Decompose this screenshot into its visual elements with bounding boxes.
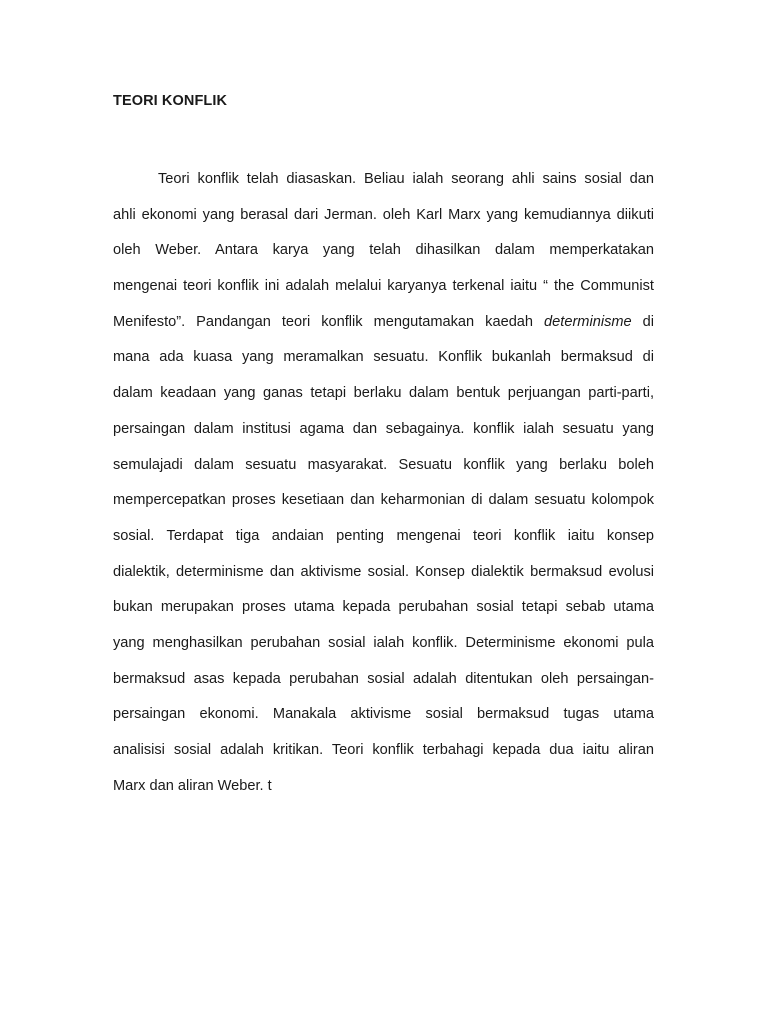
paragraph-line: yang menghasilkan perubahan sosial ialah konflik. Determinisme ekonomi pula [113,634,654,651]
paragraph-line: persaingan dalam institusi agama dan sebagainya. konflik ialah sesuatu yang [113,420,654,437]
paragraph-line: analisisi sosial adalah kritikan. Teori konflik terbahagi kepada dua iaitu aliran [113,742,654,758]
paragraph-line: bermaksud asas kepada perubahan sosial adalah ditentukan oleh persaingan- [113,670,654,687]
paragraph-line: mengenai teori konflik ini adalah melalui karyanya terkenal iaitu “ the Communist [113,278,654,295]
line-text: Menifesto”. Pandangan teori konflik mengutamakan kaedah [113,313,545,330]
paragraph-line: oleh Weber. Antara karya yang telah dihasilkan dalam memperkatakan [113,242,654,259]
paragraph-line: mempercepatkan proses kesetiaan dan keharmonian di dalam sesuatu kolompok [113,492,654,509]
paragraph-line: dalam keadaan yang ganas tetapi berlaku dalam bentuk perjuangan parti-parti, [113,385,654,402]
paragraph-line: semulajadi dalam sesuatu masyarakat. Sesuatu konflik yang berlaku boleh [113,456,654,473]
line-text: di [631,313,654,330]
paragraph-line: sosial. Terdapat tiga andaian penting mengenai teori konflik iaitu konsep [113,527,654,544]
paragraph-line: bukan merupakan proses utama kepada perubahan sosial tetapi sebab utama [113,599,654,616]
paragraph-line-italic [113,305,654,341]
italic-term: determinisme [544,313,632,330]
document-title: TEORI KONFLIK [113,93,228,109]
paragraph-line: persaingan ekonomi. Manakala aktivisme sosial bermaksud tugas utama [113,706,654,723]
paragraph-line: dialektik, determinisme dan aktivisme sosial. Konsep dialektik bermaksud evolusi [113,563,654,580]
paragraph-line: mana ada kuasa yang meramalkan sesuatu. Konflik bukanlah bermaksud di [113,349,654,366]
paragraph-line-last: Marx dan aliran Weber. t [113,777,272,794]
paragraph-line: ahli ekonomi yang berasal dari Jerman. oleh Karl Marx yang kemudiannya diikuti [113,206,654,223]
paragraph-line: Teori konflik telah diasaskan. Beliau ialah seorang ahli sains sosial dan [158,171,654,187]
body-paragraph [113,162,654,804]
